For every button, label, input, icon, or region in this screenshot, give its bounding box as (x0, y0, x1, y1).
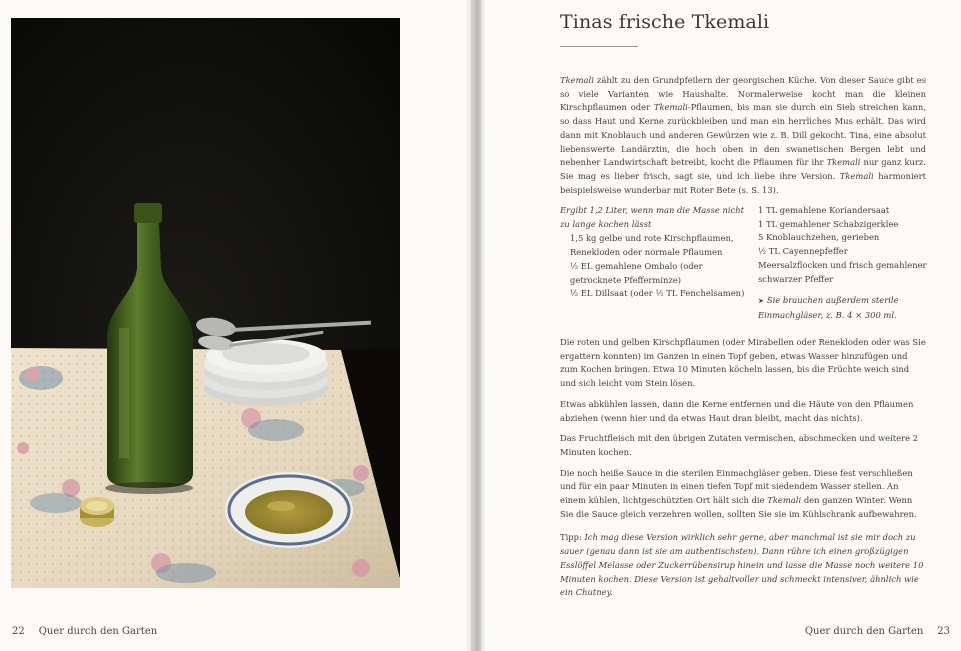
method-steps (560, 336, 926, 607)
step-4-term: Tkemali (767, 495, 802, 506)
equipment-note (758, 294, 933, 322)
step-4-text-2: den ganzen Winter. Wenn Sie die Sauce gleich verzehren wollen, sollten Sie sie im Kühlschrank aufbewahren. (560, 495, 917, 519)
folio-left (12, 626, 157, 637)
ingredient-item: 5 Knoblauchzehen, gerieben (758, 232, 880, 243)
title-rule (560, 46, 638, 47)
ingredient-item: ½ EL gemahlene Ombalo (oder getrocknete Pfefferminze) (570, 260, 703, 285)
intro-term-2: Tkemali (653, 102, 688, 113)
step-4-text-1: Die noch heiße Sauce in die sterilen Einmachgläser geben. Diese fest verschließen und für ein paar Minuten in einen tiefen Topf mit siedendem Wasser stellen. An einem kühlen, lichtgeschützten Ort hält sich die (560, 467, 913, 506)
method-step: Das Fruchtfleisch mit den übrigen Zutaten vermischen, abschmecken und weitere 2 Minuten kochen. (560, 433, 919, 457)
intro-paragraph (560, 74, 926, 197)
arrow-icon: ➤ (758, 297, 764, 306)
intro-term-1: Tkemali (560, 75, 594, 85)
equipment-note-text: Sie brauchen außerdem sterile Einmachgläser, z. B. 4 × 300 ml. (758, 295, 899, 320)
intro-term-3: Tkemali (826, 157, 861, 168)
recipe-yield: Ergibt 1,2 Liter, wenn man die Masse nicht zu lange kochen lässt (560, 205, 745, 229)
ingredient-item: ½ EL Dillsaat (oder ½ TL Fenchelsamen) (570, 288, 745, 299)
tip-label: Tipp: (560, 532, 585, 543)
intro-text-4: harmoniert beispielsweise wunderbar mit Roter Bete (s. S. 13). (560, 170, 926, 195)
ingredient-item: 1,5 kg gelbe und rote Kirschpflaumen, Reneklоden oder normale Pflaumen (570, 233, 734, 258)
photo-illustration (11, 18, 400, 588)
method-step (560, 467, 926, 522)
running-head-left: Quer durch den Garten (38, 626, 158, 637)
page-number-right: 23 (937, 626, 950, 637)
folio-right (805, 626, 950, 637)
intro-text-3: nur ganz kurz. Sie mag es lieber frisch, sagt sie, und ich liebe ihre Version. (560, 157, 926, 181)
ingredient-item: Meersalzflocken und frisch gemahlener schwarzer Pfeffer (758, 259, 927, 284)
tip-paragraph (560, 531, 926, 600)
page-number-left: 22 (12, 626, 25, 637)
intro-text-1: zählt zu den Grundpfeilern der georgischen Küche. Von dieser Sauce gibt es so viele Varianten wie Haushalte. Normalerweise kocht man die kleinen Kirschpflaumen oder (560, 75, 926, 113)
tip-text: Ich mag diese Version wirklich sehr gerne, aber manchmal ist sie mir doch zu sauer (genau dann ist sie am authentischsten). Dann rühre ich einen großzügigen Esslöffel Melasse oder Zuckerrübensirup hinein und lasse die Masse noch weitere 10 Minuten kochen. Diese Version ist gehaltvoller und schmeckt intensiver, ähnlich wie ein Chutney. (560, 532, 924, 598)
ingredients-column-2 (758, 204, 933, 323)
recipe-title: Tinas frische Tkemali (560, 11, 770, 33)
book-gutter (466, 0, 486, 651)
ingredient-item: 1 TL gemahlener Schabzigerklee (758, 218, 899, 229)
ingredient-item: 1 TL gemahlene Koriandersaat (758, 205, 890, 215)
right-page (481, 0, 961, 651)
food-photo (11, 18, 400, 588)
method-step: Etwas abkühlen lassen, dann die Kerne entfernen und die Häute von den Pflaumen abziehen (wenn hier und da etwas Haut dran bleibt, macht das nichts). (560, 398, 914, 423)
left-page (0, 0, 471, 651)
ingredient-item: ½ TL Cayennepfeffer (758, 246, 848, 257)
intro-term-4: Tkemali (839, 170, 874, 181)
ingredients-column-1 (560, 204, 750, 301)
method-step: Die roten und gelben Kirschpflaumen (oder Mirabellen oder Renekloden oder was Sie ergattern konnten) im Ganzen in einen Topf geben, etwas Wasser hinzufügen und zum Kochen bringen. Etwa 10 Minuten köcheln lassen, bis die Früchte weich sind und sich leicht vom Stein lösen. (560, 337, 926, 389)
running-head-right: Quer durch den Garten (804, 626, 924, 637)
intro-text-2: -Pflaumen, bis man sie durch ein Sieb streichen kann, so dass Haut und Kerne zurückbleiben und man ein herrliches Mus erhält. Das wird dann mit Knoblauch und anderen Gewürzen wie z. B. Dill gekocht. Tina, eine absolut liebenswerte Landärztin, die hoch oben in den swanetischen Bergen lebt und nebenher Landwirtschaft betreibt, kocht die Pflaumen für ihr (560, 102, 926, 168)
